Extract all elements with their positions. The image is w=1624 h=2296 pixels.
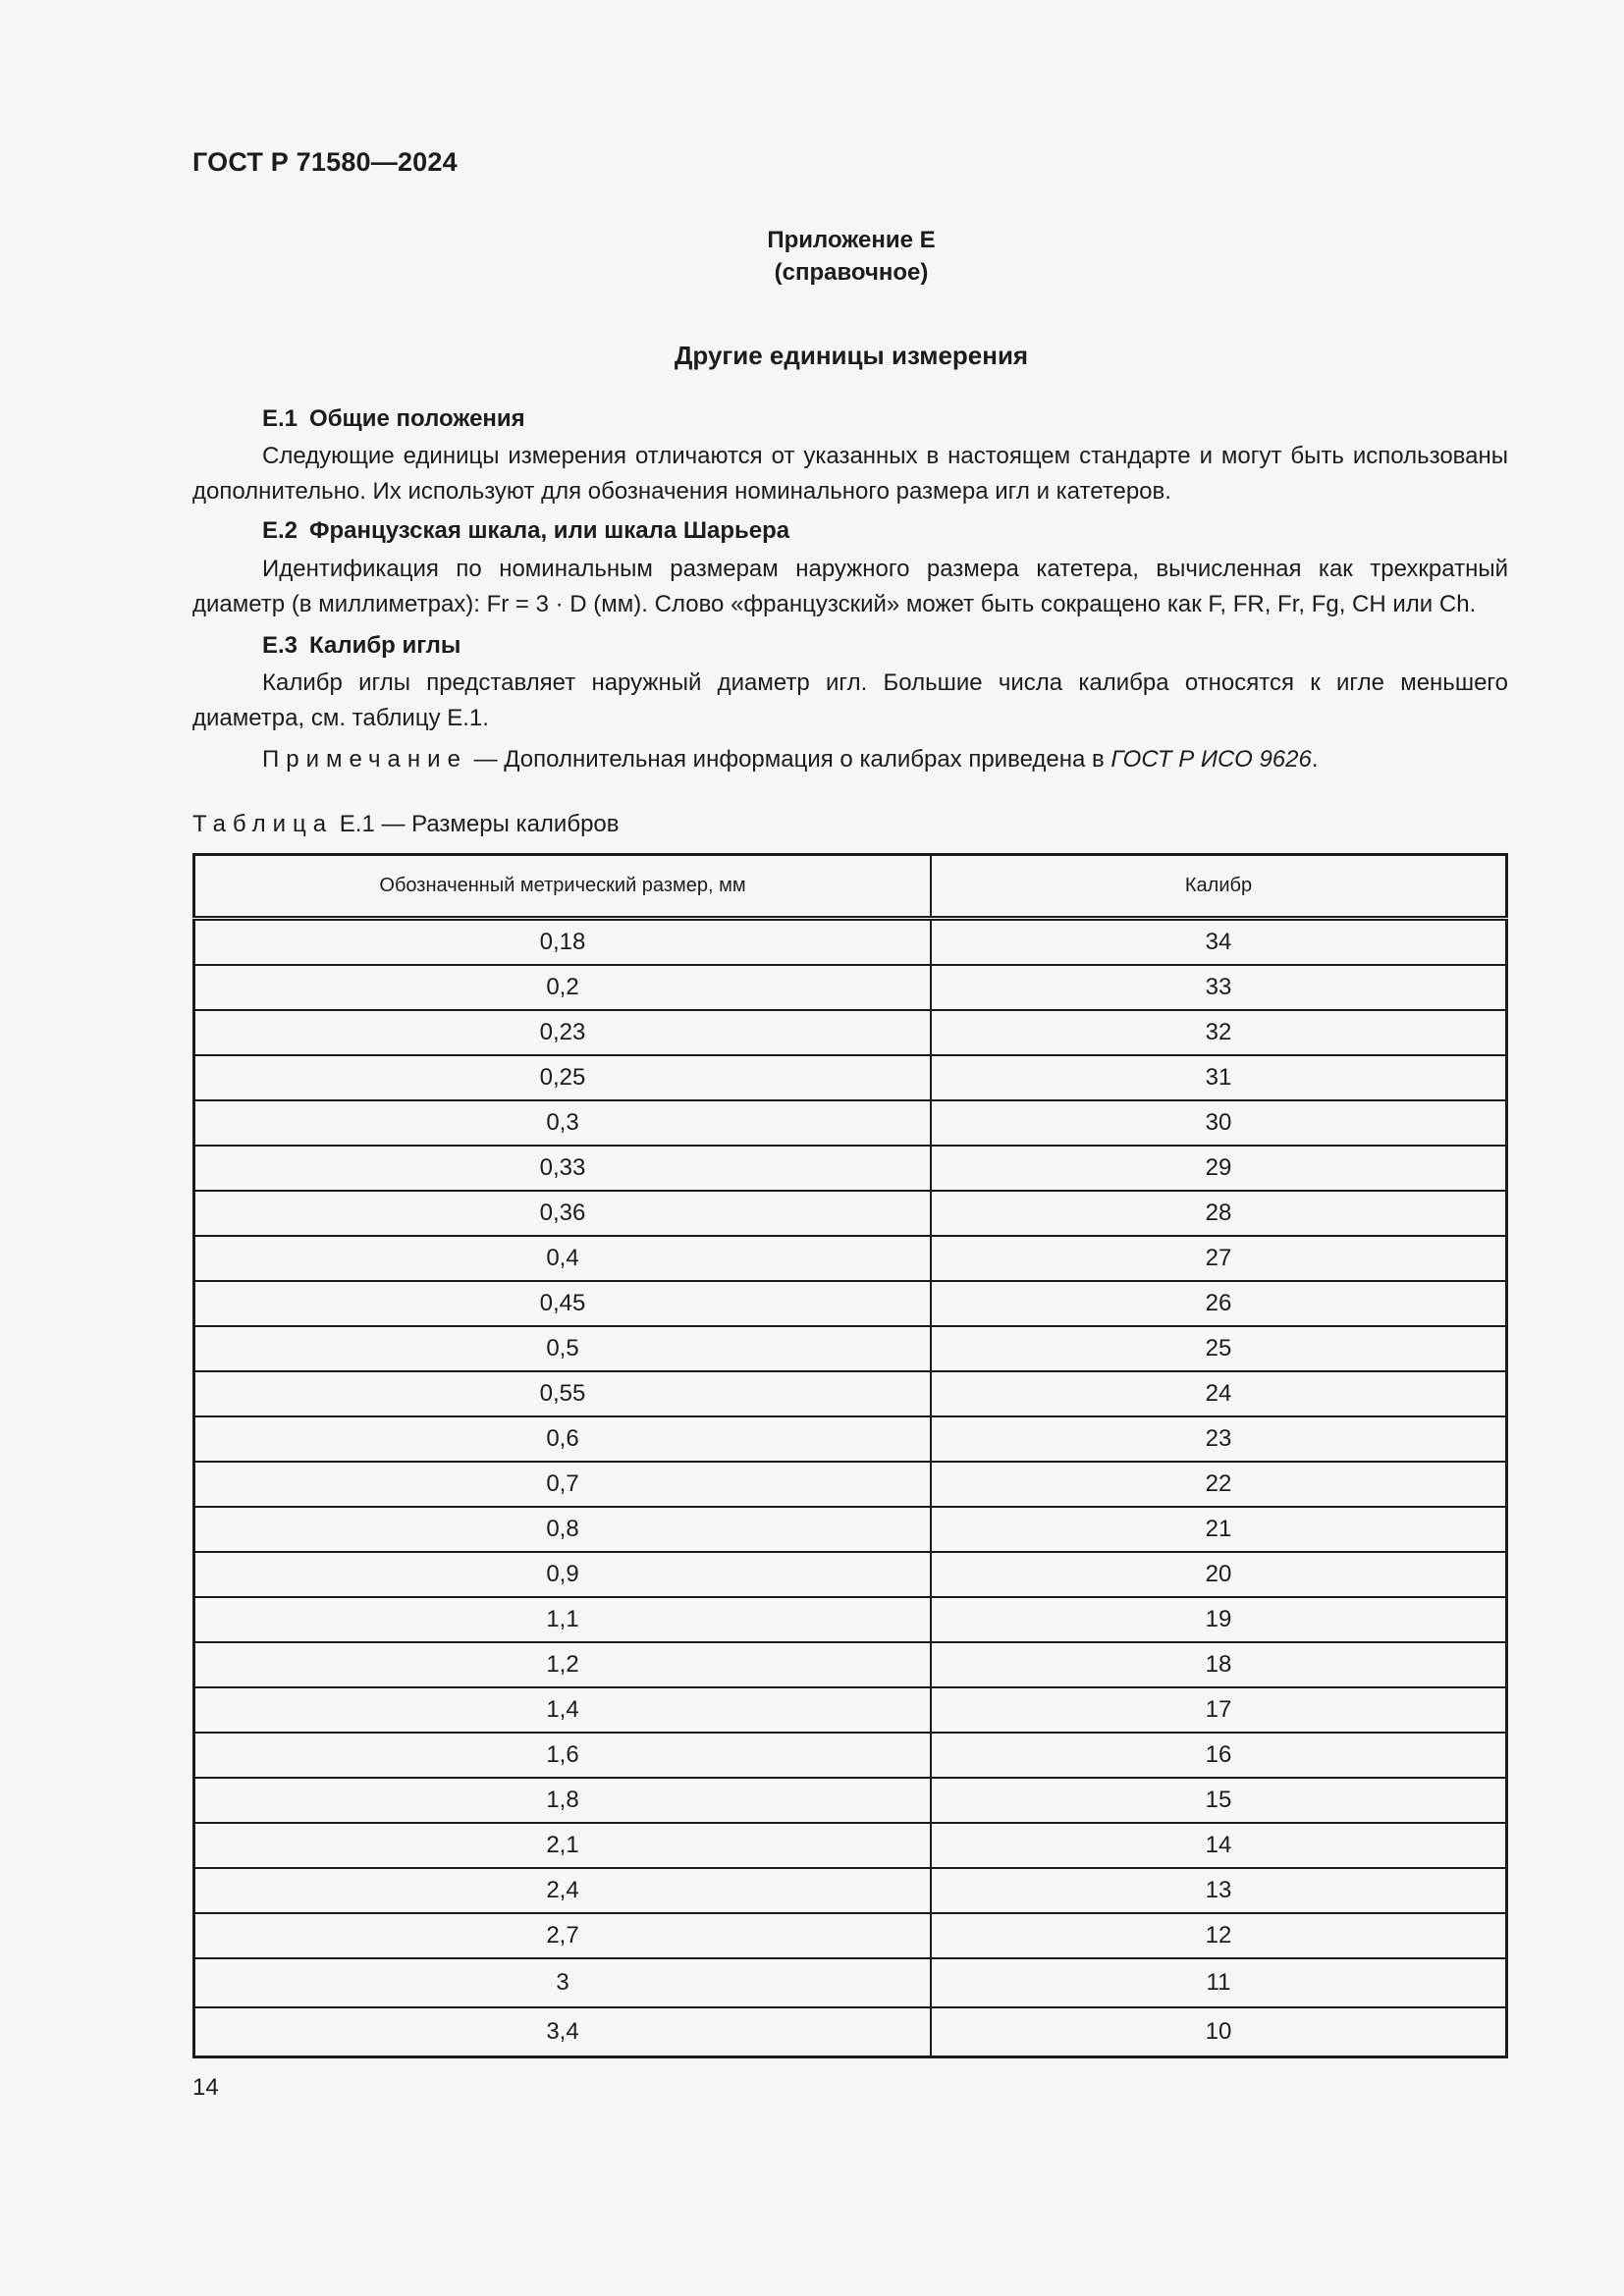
cell-gauge: 30 — [931, 1100, 1507, 1146]
column-header-gauge: Калибр — [931, 855, 1507, 919]
annex-kind: (справочное) — [774, 259, 929, 286]
cell-gauge: 33 — [931, 965, 1507, 1010]
table-row — [194, 1416, 1507, 1462]
cell-gauge: 21 — [931, 1507, 1507, 1552]
annex-heading — [0, 224, 1624, 289]
cell-gauge: 22 — [931, 1462, 1507, 1507]
cell-metric-size: 0,23 — [194, 1010, 932, 1055]
section-heading-e1 — [262, 405, 525, 433]
cell-gauge: 31 — [931, 1055, 1507, 1100]
section-number: Е.3 — [262, 632, 298, 659]
annex-title: Другие единицы измерения — [674, 341, 1029, 370]
section-title: Французская шкала, или шкала Шарьера — [309, 517, 790, 544]
cell-metric-size: 1,4 — [194, 1687, 932, 1733]
cell-gauge: 24 — [931, 1371, 1507, 1416]
table-row — [194, 1100, 1507, 1146]
table-row — [194, 1326, 1507, 1371]
cell-gauge: 17 — [931, 1687, 1507, 1733]
document-code: ГОСТ Р 71580—2024 — [192, 147, 458, 177]
table-row — [194, 1146, 1507, 1191]
table-row — [194, 1823, 1507, 1868]
cell-gauge: 26 — [931, 1281, 1507, 1326]
annex-label: Приложение Е — [767, 227, 936, 253]
cell-metric-size: 1,1 — [194, 1597, 932, 1642]
cell-metric-size: 0,2 — [194, 965, 932, 1010]
cell-metric-size: 0,9 — [194, 1552, 932, 1597]
cell-metric-size: 1,8 — [194, 1778, 932, 1823]
section-paragraph-e3: Калибр иглы представляет наружный диаметр игл. Большие числа калибра относятся к игле меньшего диаметра, см. таблицу Е.1. — [192, 669, 1508, 731]
cell-gauge: 19 — [931, 1597, 1507, 1642]
cell-gauge: 10 — [931, 2007, 1507, 2057]
table-row — [194, 1958, 1507, 2007]
table-row — [194, 1597, 1507, 1642]
section-title: Общие положения — [309, 405, 525, 432]
table-row — [194, 965, 1507, 1010]
cell-metric-size: 2,4 — [194, 1868, 932, 1913]
note — [262, 746, 1319, 774]
table-row — [194, 1010, 1507, 1055]
table-row — [194, 1868, 1507, 1913]
note-end: . — [1311, 746, 1319, 773]
page-number: 14 — [192, 2074, 219, 2101]
table-caption-label: Таблица — [192, 811, 334, 837]
cell-metric-size: 0,36 — [194, 1191, 932, 1236]
cell-metric-size: 2,1 — [194, 1823, 932, 1868]
cell-metric-size: 3,4 — [194, 2007, 932, 2057]
cell-gauge: 23 — [931, 1416, 1507, 1462]
column-header-metric-size: Обозначенный метрический размер, мм — [194, 855, 932, 919]
note-text: — Дополнительная информация о калибрах приведена в — [466, 746, 1111, 773]
section-number: Е.2 — [262, 517, 298, 544]
cell-gauge: 14 — [931, 1823, 1507, 1868]
table-row — [194, 1733, 1507, 1778]
cell-gauge: 32 — [931, 1010, 1507, 1055]
table-row — [194, 1913, 1507, 1958]
cell-metric-size: 0,25 — [194, 1055, 932, 1100]
cell-metric-size: 0,45 — [194, 1281, 932, 1326]
table-row — [194, 1191, 1507, 1236]
table-row — [194, 1642, 1507, 1687]
gauge-table — [192, 853, 1508, 2058]
cell-metric-size: 0,5 — [194, 1326, 932, 1371]
cell-metric-size: 0,55 — [194, 1371, 932, 1416]
cell-gauge: 27 — [931, 1236, 1507, 1281]
cell-gauge: 15 — [931, 1778, 1507, 1823]
table-caption-text: Е.1 — Размеры калибров — [333, 811, 620, 837]
cell-metric-size: 0,18 — [194, 919, 932, 966]
table-header-row — [194, 855, 1507, 919]
cell-metric-size: 2,7 — [194, 1913, 932, 1958]
table-row — [194, 1507, 1507, 1552]
cell-gauge: 34 — [931, 919, 1507, 966]
cell-gauge: 29 — [931, 1146, 1507, 1191]
section-heading-e2 — [262, 517, 789, 545]
cell-metric-size: 0,6 — [194, 1416, 932, 1462]
cell-metric-size: 3 — [194, 1958, 932, 2007]
table-row — [194, 1236, 1507, 1281]
note-reference: ГОСТ Р ИСО 9626 — [1110, 746, 1312, 773]
section-heading-e3 — [262, 632, 460, 660]
cell-metric-size: 0,7 — [194, 1462, 932, 1507]
table-row — [194, 1778, 1507, 1823]
cell-gauge: 20 — [931, 1552, 1507, 1597]
table-row — [194, 1462, 1507, 1507]
cell-metric-size: 0,4 — [194, 1236, 932, 1281]
table-row — [194, 1055, 1507, 1100]
cell-metric-size: 1,6 — [194, 1733, 932, 1778]
table-body — [194, 919, 1507, 2057]
cell-metric-size: 0,33 — [194, 1146, 932, 1191]
table-row — [194, 1281, 1507, 1326]
table-row — [194, 1552, 1507, 1597]
cell-gauge: 18 — [931, 1642, 1507, 1687]
table-row — [194, 2007, 1507, 2057]
table-row — [194, 919, 1507, 966]
note-label: Примечание — [262, 746, 467, 773]
cell-gauge: 13 — [931, 1868, 1507, 1913]
section-paragraph-e1: Следующие единицы измерения отличаются от указанных в настоящем стандарте и могут быть использованы дополнительно. Их используют для обозначения номинального размера игл и катетеров. — [192, 443, 1508, 505]
section-number: Е.1 — [262, 405, 298, 432]
cell-metric-size: 0,3 — [194, 1100, 932, 1146]
cell-gauge: 28 — [931, 1191, 1507, 1236]
cell-metric-size: 1,2 — [194, 1642, 932, 1687]
section-paragraph-e2: Идентификация по номинальным размерам наружного размера катетера, вычисленная как трехкратный диаметр (в миллиметрах): Fr = 3 · D (мм). Слово «французский» может быть сокращено как F, FR, Fr, Fg, CH или Ch. — [192, 556, 1508, 617]
section-title: Калибр иглы — [309, 632, 461, 659]
table-row — [194, 1687, 1507, 1733]
table-caption — [192, 811, 620, 838]
cell-gauge: 12 — [931, 1913, 1507, 1958]
cell-metric-size: 0,8 — [194, 1507, 932, 1552]
cell-gauge: 11 — [931, 1958, 1507, 2007]
cell-gauge: 16 — [931, 1733, 1507, 1778]
cell-gauge: 25 — [931, 1326, 1507, 1371]
table-row — [194, 1371, 1507, 1416]
